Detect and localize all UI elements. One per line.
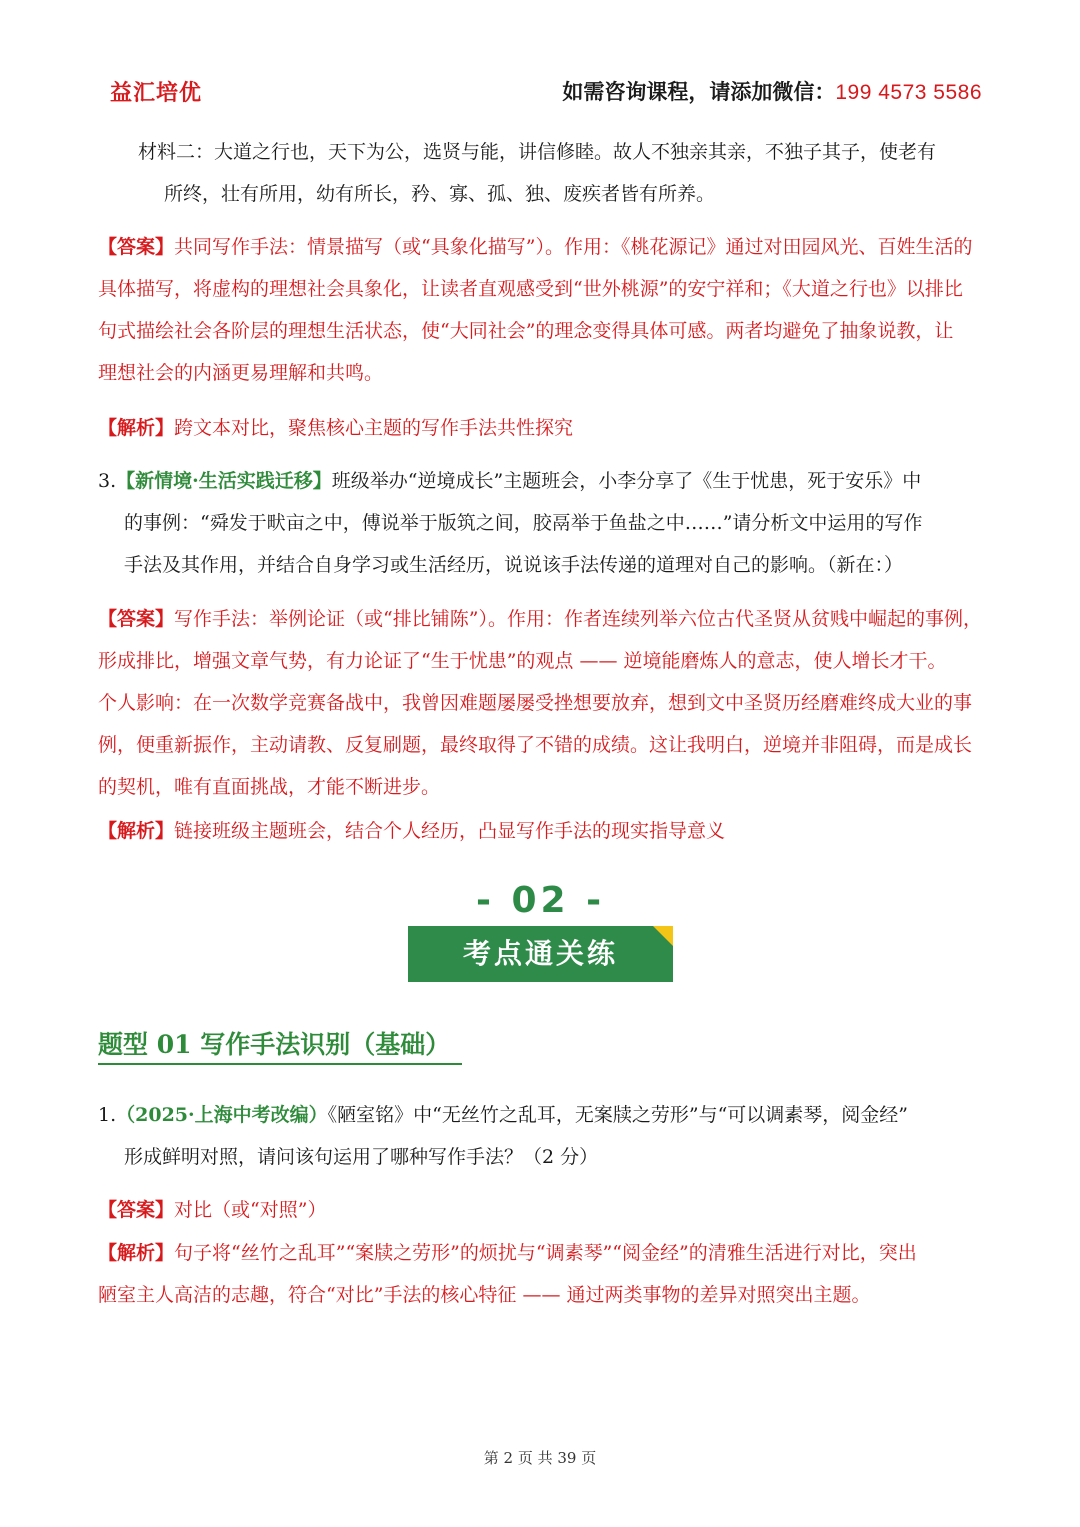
question-number: 1. [98, 1104, 117, 1126]
badge-label: 考点通关练 [462, 937, 618, 970]
answer-line: 形成排比，增强文章气势，有力论证了“生于忧患”的观点 —— 逆境能磨炼人的意志，使人增长才干。 [98, 650, 947, 672]
explanation-tag: 【解析】 [98, 1242, 175, 1264]
material-two [138, 131, 936, 215]
explanation-block [98, 810, 983, 852]
material-line: 材料二：大道之行也，天下为公，选贤与能，讲信修睦。故人不独亲其亲，不独子其子，使老有 [138, 141, 937, 163]
answer-text: 对比（或“对照”） [174, 1199, 327, 1221]
contact-label: 如需咨询课程，请添加微信： [562, 79, 836, 104]
question-3: 3.【新情境·生活实践迁移】班级举办“逆境成长”主题班会，小李分享了《生于忧患，死于安乐》中 的事例：“舜发于畎亩之中，傅说举于版筑之间，胶鬲举于鱼盐之中……”请分析文中运用的写作 手法及其作用，并结合自身学习或生活经历，说说该手法传递的道理对自己的影响。（新在：） [98, 460, 983, 586]
explanation-text: 链接班级主题班会，结合个人经历，凸显写作手法的现实指导意义 [174, 820, 726, 842]
material-line: 所终，壮有所用，幼有所长，矜、寡、孤、独、废疾者皆有所养。 [164, 183, 716, 205]
explanation-tag: 【解析】 [98, 820, 175, 842]
answer-line: 个人影响：在一次数学竞赛备战中，我曾因难题屡屡受挫想要放弃，想到文中圣贤历经磨难终成大业的事 [98, 692, 973, 714]
badge-number: - 02 - [475, 880, 606, 921]
question-1: 1.（2025·上海中考改编）《陋室铭》中“无丝竹之乱耳，无案牍之劳形”与“可以调素琴，阅金经” 形成鲜明对照，请问该句运用了哪种写作手法？（2 分） [98, 1094, 983, 1178]
answer-block [98, 226, 983, 394]
answer-tag: 【答案】 [98, 608, 175, 630]
question-line: 手法及其作用，并结合自身学习或生活经历，说说该手法传递的道理对自己的影响。（新在：） [124, 554, 904, 576]
answer-line: 【答案】写作手法：举例论证（或“排比铺陈”）。作用：作者连续列举六位古代圣贤从贫贱中崛起的事例， [98, 608, 982, 630]
answer-tag: 【答案】 [98, 236, 175, 258]
question-line: 的事例：“舜发于畎亩之中，傅说举于版筑之间，胶鬲举于鱼盐之中……”请分析文中运用的写作 [124, 512, 923, 534]
question-source: （2025·上海中考改编） [116, 1104, 328, 1126]
answer-line: 句式描绘社会各阶层的理想生活状态，使“大同社会”的理念变得具体可感。两者均避免了抽象说教，让 [98, 320, 954, 342]
question-tag: 【新情境·生活实践迁移】 [116, 470, 332, 492]
explanation-tag: 【解析】 [98, 417, 175, 439]
answer-line: 理想社会的内涵更易理解和共鸣。 [98, 362, 384, 384]
explanation-text: 跨文本对比，聚焦核心主题的写作手法共性探究 [174, 417, 574, 439]
section-badge [408, 880, 673, 984]
question-line: 形成鲜明对照，请问该句运用了哪种写作手法？（2 分） [124, 1146, 599, 1168]
answer-tag: 【答案】 [98, 1199, 175, 1221]
answer-line: 例，便重新振作，主动请教、反复刷题，最终取得了不错的成绩。这让我明白，逆境并非阻碍，而是成长 [98, 734, 973, 756]
answer-line: 的契机，唯有直面挑战，才能不断进步。 [98, 776, 441, 798]
page-number: 第 2 页 共 39 页 [483, 1449, 597, 1467]
answer-line: 【答案】共同写作手法：情景描写（或“具象化描写”）。作用：《桃花源记》通过对田园风光、百姓生活的 [98, 236, 973, 258]
answer-block [98, 598, 983, 808]
answer-line: 具体描写，将虚构的理想社会具象化，让读者直观感受到“世外桃源”的安宁祥和；《大道之行也》以排比 [98, 278, 963, 300]
contact-info [562, 76, 982, 106]
explanation-line: 陋室主人高洁的志趣，符合“对比”手法的核心特征 —— 通过两类事物的差异对照突出主题。 [98, 1284, 871, 1306]
brand-name: 益汇培优 [110, 80, 203, 106]
section-title: 题型 01 写作手法识别（基础） [98, 1025, 462, 1065]
explanation-block: 【解析】句子将“丝竹之乱耳”“案牍之劳形”的烦扰与“调素琴”“阅金经”的清雅生活进行对比，突出 陋室主人高洁的志趣，符合“对比”手法的核心特征 —— 通过两类事物的差异对照突出主题。 [98, 1232, 983, 1316]
question-number: 3. [98, 470, 117, 492]
phone-number: 199 4573 5586 [835, 81, 982, 104]
answer-block [98, 1189, 983, 1231]
explanation-block [98, 407, 983, 449]
